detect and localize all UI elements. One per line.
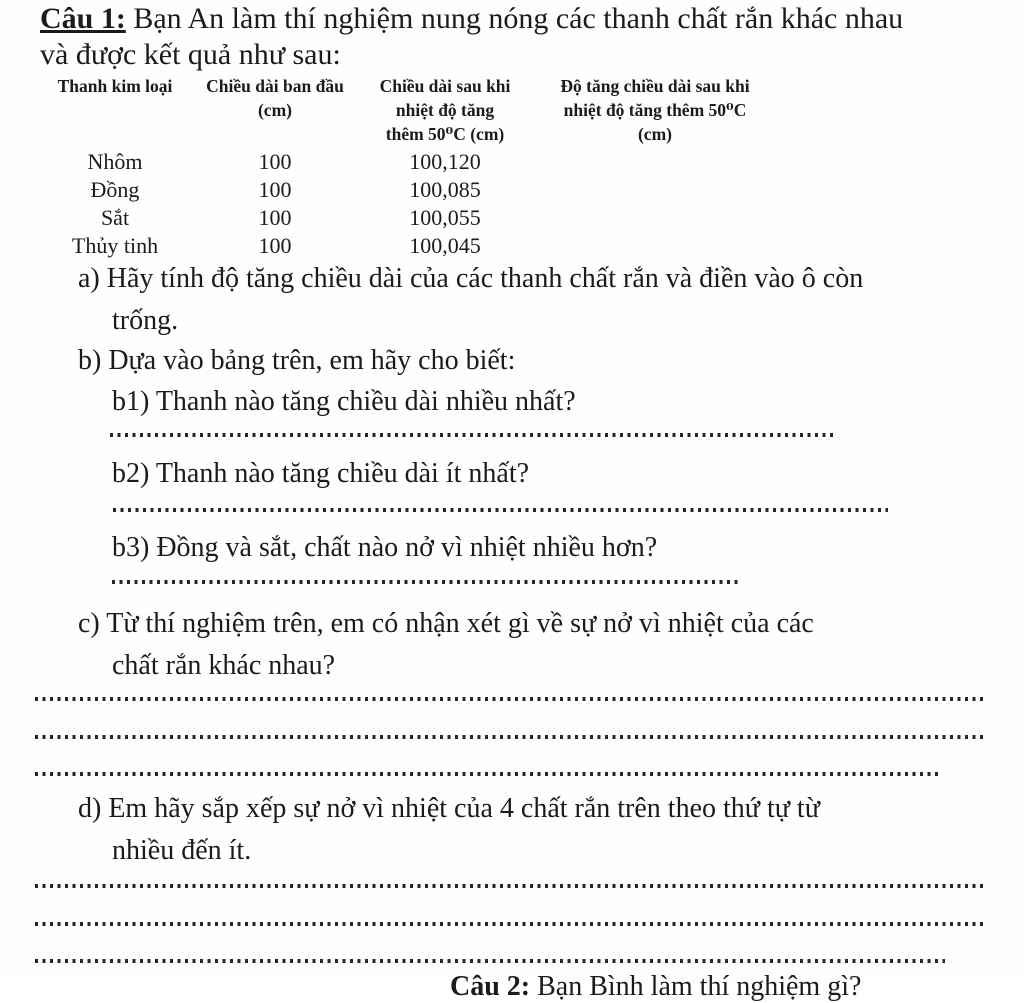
table-row-after: 100,055 bbox=[409, 205, 481, 230]
answer-blank-b1 bbox=[110, 433, 835, 437]
question-d-line1: d) Em hãy sắp xếp sự nở vì nhiệt của 4 chất rắn trên theo thứ tự từ bbox=[78, 793, 820, 824]
answer-blank-d-3 bbox=[35, 959, 945, 963]
table-row-increase-blank bbox=[530, 204, 780, 232]
next-question-partial bbox=[450, 971, 861, 1003]
answer-blank-b3 bbox=[112, 580, 740, 584]
answer-blank-d-2 bbox=[35, 922, 985, 926]
col-header-initial-length: Chiều dài ban đầu (cm) bbox=[206, 76, 344, 120]
question-b1: b1) Thanh nào tăng chiều dài nhiều nhất? bbox=[112, 386, 576, 417]
question-a-line2: trống. bbox=[112, 305, 179, 336]
answer-blank-d-1 bbox=[35, 884, 985, 888]
table-row-increase-blank bbox=[530, 232, 780, 260]
question-b2: b2) Thanh nào tăng chiều dài ít nhất? bbox=[112, 458, 530, 489]
answer-blank-c-2 bbox=[35, 735, 985, 739]
question-1-text: Bạn An làm thí nghiệm nung nóng các thanh chất rắn khác nhau bbox=[125, 2, 904, 35]
table-row-material: Thủy tinh bbox=[71, 233, 159, 258]
question-c-line1: c) Từ thí nghiệm trên, em có nhận xét gì về sự nở vì nhiệt của các bbox=[78, 608, 814, 639]
table-row-material: Đồng bbox=[90, 177, 140, 202]
question-b: b) Dựa vào bảng trên, em hãy cho biết: bbox=[78, 345, 516, 376]
table-row-increase-blank bbox=[530, 176, 780, 204]
table-row-increase-blank bbox=[530, 148, 780, 176]
next-question-text: Bạn Bình làm thí nghiệm gì? bbox=[530, 971, 862, 1002]
col-header-length-after: Chiều dài sau khi nhiệt độ tăng thêm 50⁰C (cm) bbox=[379, 76, 511, 144]
table-row-material: Nhôm bbox=[87, 149, 143, 174]
table-row-after: 100,085 bbox=[409, 177, 481, 202]
question-1-title bbox=[40, 2, 903, 36]
table-row-initial: 100 bbox=[258, 205, 292, 230]
question-a-line1: a) Hãy tính độ tăng chiều dài của các thanh chất rắn và điền vào ô còn bbox=[78, 263, 864, 294]
table-row-initial: 100 bbox=[258, 233, 292, 258]
col-header-material: Thanh kim loại bbox=[57, 76, 173, 96]
answer-blank-c-3 bbox=[35, 772, 940, 776]
answer-blank-c-1 bbox=[35, 697, 985, 701]
next-question-label: Câu 2: bbox=[450, 971, 531, 1002]
measurement-table bbox=[40, 74, 780, 260]
question-c-line2: chất rắn khác nhau? bbox=[112, 650, 336, 681]
answer-blank-b2 bbox=[113, 508, 888, 512]
question-1-label: Câu 1: bbox=[40, 2, 126, 35]
question-b3: b3) Đồng và sắt, chất nào nở vì nhiệt nhiều hơn? bbox=[112, 532, 658, 563]
table-row-after: 100,045 bbox=[409, 233, 481, 258]
table-row-material: Sắt bbox=[100, 205, 130, 230]
question-d-line2: nhiều đến ít. bbox=[112, 835, 252, 866]
table-row-initial: 100 bbox=[258, 149, 292, 174]
question-1-title-line2: và được kết quả như sau: bbox=[40, 38, 341, 71]
table-row-initial: 100 bbox=[258, 177, 292, 202]
table-row-after: 100,120 bbox=[409, 149, 481, 174]
col-header-length-increase: Độ tăng chiều dài sau khi nhiệt độ tăng thêm 50⁰C (cm) bbox=[560, 76, 750, 144]
